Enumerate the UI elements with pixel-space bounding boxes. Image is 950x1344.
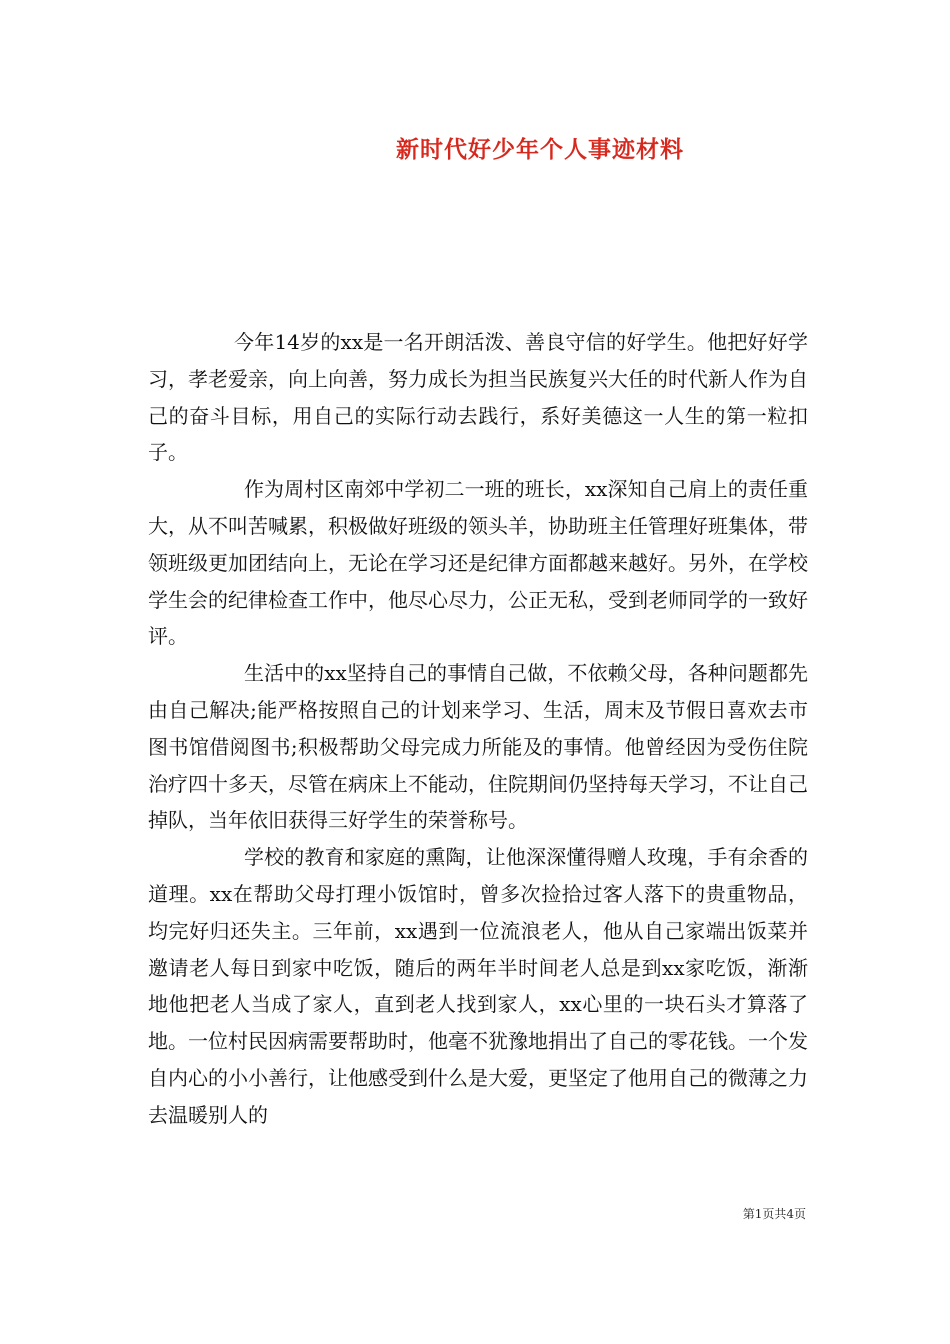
page-number-footer: 第1页共4页 [742, 1207, 806, 1221]
paragraph-4: 学校的教育和家庭的熏陶，让他深深懂得赠人玫瑰，手有余香的道理。xx在帮助父母打理小饭馆时，曾多次捡拾过客人落下的贵重物品，均完好归还失主。三年前，xx遇到一位流浪老人，他从自己家端出饭菜并邀请老人每日到家中吃饭，随后的两年半时间老人总是到xx家吃饭，渐渐地他把老人当成了家人，直到老人找到家人，xx心里的一块石头才算落了地。一位村民因病需要帮助时，他毫不犹豫地捐出了自己的零花钱。一个发自内心的小小善行，让他感受到什么是大爱，更坚定了他用自己的微薄之力去温暖别人的 [148, 845, 808, 1127]
document-body [148, 324, 808, 1134]
paragraph-1: 今年14岁的xx是一名开朗活泼、善良守信的好学生。他把好好学习，孝老爱亲，向上向善，努力成长为担当民族复兴大任的时代新人作为自己的奋斗目标，用自己的实际行动去践行，系好美德这一人生的第一粒扣子。 [148, 330, 808, 465]
paragraph-3: 生活中的xx坚持自己的事情自己做，不依赖父母，各种问题都先由自己解决;能严格按照自己的计划来学习、生活，周末及节假日喜欢去市图书馆借阅图书;积极帮助父母完成力所能及的事情。他曾经因为受伤住院治疗四十多天，尽管在病床上不能动，住院期间仍坚持每天学习，不让自己掉队，当年依旧获得三好学生的荣誉称号。 [148, 661, 808, 833]
paragraph-2: 作为周村区南郊中学初二一班的班长，xx深知自己肩上的责任重大，从不叫苦喊累，积极做好班级的领头羊，协助班主任管理好班集体，带领班级更加团结向上，无论在学习还是纪律方面都越来越好。另外，在学校学生会的纪律检查工作中，他尽心尽力，公正无私，受到老师同学的一致好评。 [148, 477, 808, 649]
document-title: 新时代好少年个人事迹材料 [396, 136, 684, 163]
